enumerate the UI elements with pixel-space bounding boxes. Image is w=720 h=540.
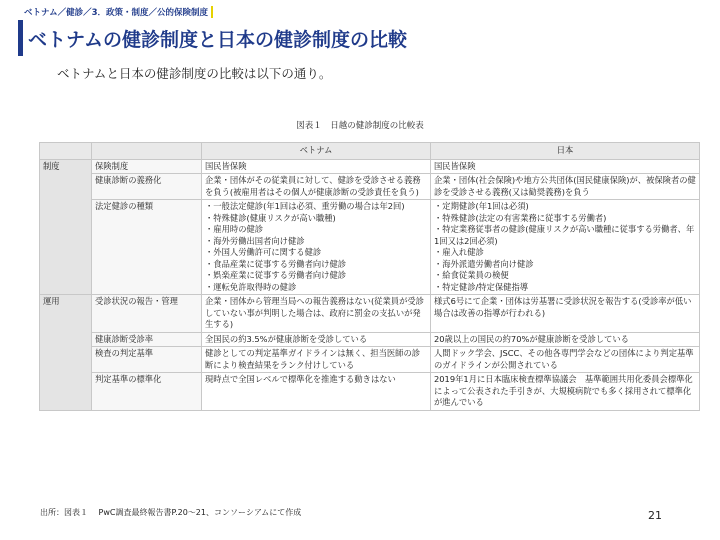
header-cell [40,143,92,160]
list-item: ・娯楽産業に従事する労働者向け健診 [205,270,347,280]
table-row [40,373,700,411]
japan-cell: 2019年1月に日本臨床検査標準協議会 基準範囲共用化委員会標準化によって公表された手引きが、大規模病院でも多く採用されて標準化が進んでいる [431,373,700,411]
list-item: ・特定健診/特定保健指導 [434,281,529,292]
vietnam-cell: 現時点で全国レベルで標準化を推進する動きはない [202,373,431,411]
japan-checkup-list [434,201,696,293]
page-title: ベトナムの健診制度と日本の健診制度の比較 [28,29,408,51]
vietnam-cell: 全国民の約3.5%が健康診断を受診している [202,332,431,347]
table-header-row [40,143,700,160]
list-item: ・外国人労働許可に関する健診 [205,247,322,257]
japan-cell: 人間ドック学会、JSCC、その他各専門学会などの団体により判定基準のガイドラインが公開されている [431,347,700,373]
row-label: 健康診断受診率 [92,332,202,347]
row-label: 受診状況の報告・管理 [92,295,202,333]
vietnam-cell: 企業・団体がその従業員に対して、健診を受診させる義務を負う(被雇用者はその個人が健康診断の受診責任を負う) [202,174,431,200]
row-label: 法定健診の種類 [92,200,202,295]
header-cell [92,143,202,160]
japan-cell: 企業・団体(社会保険)や地方公共団体(国民健康保険)が、被保険者の健診を受診させる義務(又は勧奨義務)を負う [431,174,700,200]
japan-cell [431,200,700,295]
japan-cell: 様式6号にて企業・団体は労基署に受診状況を報告する(受診率が低い場合は改善の指導が行われる) [431,295,700,333]
title-accent-bar [18,20,23,56]
list-item: ・雇入れ健診 [434,247,484,257]
vietnam-cell: 健診としての判定基準ガイドラインは無く、担当医師の診断により検査結果をランク付けしている [202,347,431,373]
header-vietnam: ベトナム [202,143,431,160]
table-caption: 図表１ 日越の健診制度の比較表 [296,121,424,131]
table-row [40,174,700,200]
list-item: ・食品産業に従事する労働者向け健診 [205,258,347,269]
page-number: 21 [648,509,662,522]
vietnam-cell: 国民皆保険 [202,159,431,174]
list-item: ・特殊健診(健康リスクが高い職種) [205,212,336,223]
source-note: 出所：図表１ PwC調査最終報告書P.20～21、コンソーシアムにて作成 [40,508,302,517]
row-label: 判定基準の標準化 [92,373,202,411]
table-row [40,200,700,295]
list-item: ・定期健診(年1回は必須) [434,201,529,211]
list-item: ・雇用時の健診 [205,224,264,234]
vietnam-checkup-list [205,201,427,293]
table-row [40,332,700,347]
header-japan: 日本 [431,143,700,160]
group-label-operation: 運用 [40,295,92,411]
comparison-table [39,142,700,411]
list-item: ・給食従業員の検便 [434,270,509,280]
list-item: ・一般法定健診(年1回は必須、重労働の場合は年2回) [205,201,405,211]
breadcrumb: ベトナム／健診／3．政策・制度／公的保険制度 [24,6,213,18]
vietnam-cell: 企業・団体から管理当局への報告義務はない(従業員が受診していない事が判明した場合は、政府に罰金の支払いが発生する) [202,295,431,333]
list-item: ・海外労働出国者向け健診 [205,235,305,246]
row-label: 健康診断の義務化 [92,174,202,200]
table-row [40,159,700,174]
row-label: 保険制度 [92,159,202,174]
list-item: ・特殊健診(法定の有害業務に従事する労働者) [434,212,607,223]
vietnam-cell [202,200,431,295]
list-item: ・運転免許取得時の健診 [205,281,297,292]
list-item: ・海外派遣労働者向け健診 [434,258,534,269]
japan-cell: 国民皆保険 [431,159,700,174]
group-label-system: 制度 [40,159,92,295]
table-row [40,295,700,333]
japan-cell: 20歳以上の国民の約70%が健康診断を受診している [431,332,700,347]
table-row [40,347,700,373]
row-label: 検査の判定基準 [92,347,202,373]
list-item: ・特定業務従事者の健診(健康リスクが高い職種に従事する労働者、年1回又は2回必須) [434,224,695,246]
intro-text: ベトナムと日本の健診制度の比較は以下の通り。 [57,66,332,81]
